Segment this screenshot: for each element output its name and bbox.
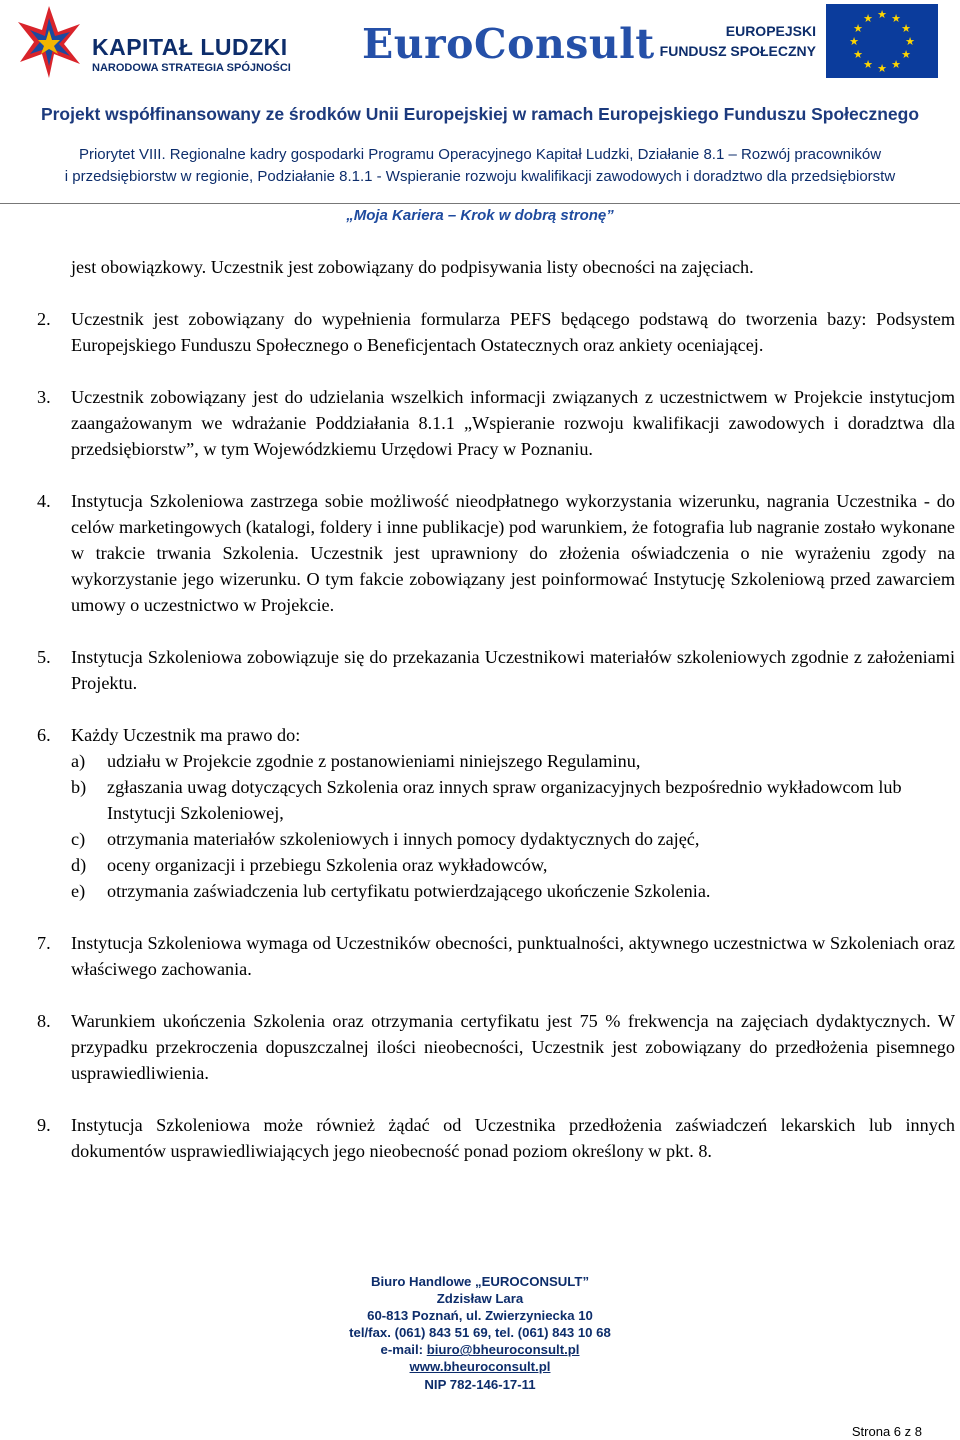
footer-address: 60-813 Poznań, ul. Zwierzyniecka 10	[367, 1308, 593, 1324]
item-letter: c)	[71, 829, 86, 849]
point-number: 8.	[37, 1011, 51, 1031]
list-item	[71, 774, 955, 826]
point-number: 4.	[37, 491, 51, 511]
efs-label-line1: EUROPEJSKI	[725, 23, 816, 39]
point-4	[37, 488, 955, 618]
kapital-ludzki-title: KAPITAŁ LUDZKI	[92, 34, 288, 60]
svg-text:★: ★	[891, 58, 901, 71]
footer-phone: tel/fax. (061) 843 51 69, tel. (061) 843 10 68	[349, 1325, 611, 1341]
intro-paragraph: jest obowiązkowy. Uczestnik jest zobowiązany do podpisywania listy obecności na zajęciach.	[71, 257, 754, 277]
svg-text:★: ★	[891, 12, 901, 25]
point-number: 9.	[37, 1115, 51, 1135]
efs-logo	[659, 2, 958, 80]
point-8	[37, 1008, 955, 1086]
kapital-ludzki-logo	[14, 4, 304, 80]
item-text: otrzymania zaświadczenia lub certyfikatu potwierdzającego ukończenie Szkolenia.	[107, 881, 711, 901]
svg-text:★: ★	[877, 62, 887, 75]
item-letter: d)	[71, 855, 87, 875]
footer-contact	[0, 1273, 960, 1393]
kapital-ludzki-subtitle: NARODOWA STRATEGIA SPÓJNOŚCI	[92, 62, 291, 74]
svg-text:★: ★	[901, 22, 911, 35]
list-item	[71, 852, 955, 878]
point-7	[37, 930, 955, 982]
point-number: 3.	[37, 387, 51, 407]
footer-email-label: e-mail:	[380, 1342, 427, 1358]
footer-person: Zdzisław Lara	[436, 1291, 524, 1307]
footer-company: Biuro Handlowe „EUROCONSULT”	[370, 1274, 590, 1289]
footer-email-link[interactable]: biuro@bheuroconsult.pl	[426, 1342, 580, 1358]
point-6	[37, 722, 955, 904]
footer-website-link[interactable]: www.bheuroconsult.pl	[409, 1359, 551, 1375]
euroconsult-logo: EuroConsult	[362, 20, 655, 68]
item-letter: e)	[71, 881, 86, 901]
efs-label-line2: FUNDUSZ SPOŁECZNY	[659, 43, 816, 59]
svg-text:★: ★	[863, 58, 873, 71]
item-text: udziału w Projekcie zgodnie z postanowieniami niniejszego Regulaminu,	[107, 751, 641, 771]
svg-text:★: ★	[853, 48, 863, 61]
page-number: Strona 6 z 8	[851, 1424, 922, 1439]
point-text: Instytucja Szkoleniowa zobowiązuje się do przekazania Uczestnikowi materiałów szkoleniowych zgodnie z założeniami Projektu.	[71, 647, 955, 693]
point-number: 6.	[37, 725, 51, 745]
point-text: Warunkiem ukończenia Szkolenia oraz otrzymania certyfikatu jest 75 % frekwencja na zajęciach dydaktycznych. W przypadku przekroczenia dopuszczalnej ilości nieobecności, Uczestnik jest zobowiązany do przedłożenia pisemnego usprawiedliwienia.	[71, 1011, 955, 1083]
priority-line-1: Priorytet VIII. Regionalne kadry gospodarki Programu Operacyjnego Kapitał Ludzki, Działanie 8.1 – Rozwój pracowników	[78, 146, 882, 163]
svg-text:★: ★	[877, 8, 887, 21]
point-2	[37, 306, 955, 358]
header-divider	[0, 203, 960, 204]
item-text: zgłaszania uwag dotyczących Szkolenia oraz innych spraw organizacyjnych bezpośrednio wykładowcom lub Instytucji Szkoleniowej,	[107, 777, 902, 823]
point-text: Każdy Uczestnik ma prawo do:	[71, 725, 301, 745]
point-5	[37, 644, 955, 696]
footer-website-line	[0, 1358, 960, 1375]
svg-text:★: ★	[901, 48, 911, 61]
list-item	[71, 748, 955, 774]
point-3	[37, 384, 955, 462]
point-9	[37, 1112, 955, 1164]
footer-nip: NIP 782-146-17-11	[424, 1376, 536, 1392]
list-item	[71, 826, 955, 852]
project-motto: „Moja Kariera – Krok w dobrą stronę”	[346, 207, 614, 224]
regulations-body	[37, 254, 955, 1190]
kapital-ludzki-star-icon	[14, 4, 84, 80]
item-text: oceny organizacji i przebiegu Szkolenia oraz wykładowców,	[107, 855, 548, 875]
point-text: Uczestnik zobowiązany jest do udzielania wszelkich informacji związanych z uczestnictwem w Projekcie instytucjom zaangażowanym we wdrażanie Poddziałania 8.1.1 „Wspieranie rozwoju kwalifikacji zawodowych i doradztwa dla przedsiębiorstw”, w tym Wojewódzkiemu Urzędowi Pracy w Poznaniu.	[71, 387, 955, 459]
svg-text:★: ★	[905, 35, 915, 48]
point-number: 7.	[37, 933, 51, 953]
list-item	[71, 878, 955, 904]
rights-list	[71, 748, 955, 904]
footer-email-line	[0, 1341, 960, 1358]
item-letter: a)	[71, 751, 86, 771]
point-text: Instytucja Szkoleniowa może również żądać od Uczestnika przedłożenia zaświadczeń lekarskich lub innych dokumentów usprawiedliwiających jego nieobecność ponad poziom określony w pkt. 8.	[71, 1115, 955, 1161]
item-text: otrzymania materiałów szkoleniowych i innych pomocy dydaktycznych do zajęć,	[107, 829, 700, 849]
priority-line-2: i przedsiębiorstw w regionie, Podziałanie 8.1.1 - Wspieranie rozwoju kwalifikacji zawodowych i doradztwo dla przedsiębiorstw	[64, 168, 896, 185]
item-letter: b)	[71, 777, 87, 797]
point-text: Instytucja Szkoleniowa zastrzega sobie możliwość nieodpłatnego wykorzystania wizerunku, nagrania Uczestnika - do celów marketingowych (katalogi, foldery i inne publikacje) pod warunkiem, że fotografia lub nagranie zostało wykonane w trakcie trwania Szkolenia. Uczestnik jest uprawniony do złożenia oświadczenia o nie wyrażeniu zgody na wykorzystanie jego wizerunku. O tym fakcie zobowiązany jest poinformować Instytucję Szkoleniową przed zawarciem umowy o uczestnictwo w Projekcie.	[71, 491, 955, 615]
svg-text:★: ★	[863, 12, 873, 25]
point-number: 2.	[37, 309, 51, 329]
point-text: Uczestnik jest zobowiązany do wypełnienia formularza PEFS będącego podstawą do tworzenia bazy: Podsystem Europejskiego Funduszu Społecznego o Beneficjentach Ostatecznych oraz ankiety oceniającej.	[71, 309, 955, 355]
cofinancing-title: Projekt współfinansowany ze środków Unii Europejskiej w ramach Europejskiego Funduszu Społecznego	[40, 104, 920, 124]
svg-text:★: ★	[849, 35, 859, 48]
point-number: 5.	[37, 647, 51, 667]
svg-text:★: ★	[853, 22, 863, 35]
point-text: Instytucja Szkoleniowa wymaga od Uczestników obecności, punktualności, aktywnego uczestnictwa w Szkoleniach oraz właściwego zachowania.	[71, 933, 955, 979]
eu-flag-icon	[826, 4, 938, 78]
